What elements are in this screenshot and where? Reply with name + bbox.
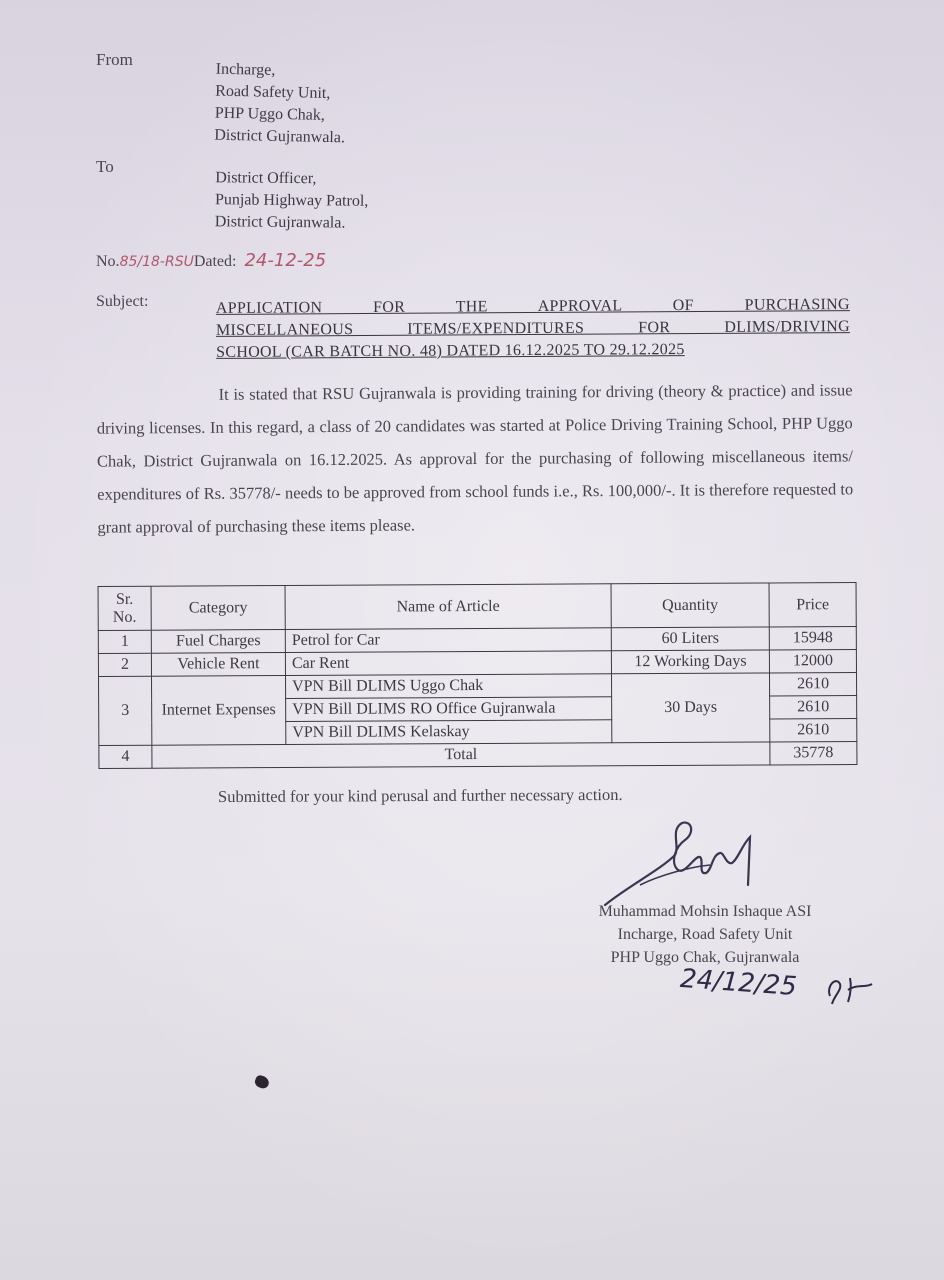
cell-sr: 3	[98, 676, 151, 745]
from-address	[214, 59, 346, 150]
to-line: District Gujranwala.	[214, 213, 346, 232]
cell-sr: 1	[98, 630, 151, 653]
cell-price: 2610	[770, 719, 857, 742]
handwritten-date: 24/12/25	[679, 963, 798, 1003]
from-line: Incharge,	[215, 60, 276, 79]
cell-category: Fuel Charges	[151, 630, 285, 654]
from-line: Road Safety Unit,	[215, 82, 331, 103]
to-label: To	[96, 157, 114, 176]
cell-quantity: 12 Working Days	[611, 650, 769, 674]
cell-category: Internet Expenses	[151, 676, 285, 746]
header-category: Category	[151, 586, 285, 631]
signature-block	[560, 900, 850, 969]
to-address	[215, 167, 369, 235]
cell-total-price: 35778	[770, 742, 857, 765]
cell-quantity: 60 Liters	[611, 627, 769, 651]
body-paragraph: It is stated that RSU Gujranwala is providing training for driving (theory & practice) and issue driving licenses. In this regard, a class of 20 candidates was started at Police Driving Training School, PHP Uggo Chak, District Gujranwala on 16.12.2025. As approval for the purchasing of following miscellaneous items/ expenditures of Rs. 35778/- needs to be approved from school funds i.e., Rs. 100,000/-. It is therefore requested to grant approval of purchasing these items please.	[96, 380, 854, 537]
handwritten-initial-mark	[822, 966, 882, 1006]
header-article: Name of Article	[285, 584, 611, 630]
from-line: District Gujranwala.	[214, 126, 346, 147]
no-label: No.	[96, 253, 120, 270]
signatory-title: Incharge, Road Safety Unit	[617, 926, 793, 943]
header-sr: Sr. No.	[98, 586, 151, 630]
signatory-place: PHP Uggo Chak, Gujranwala	[610, 949, 800, 966]
cell-price: 15948	[769, 627, 856, 650]
cell-price: 12000	[769, 650, 856, 673]
cell-price: 2610	[770, 696, 857, 719]
reference-line	[96, 250, 326, 271]
table-row	[98, 673, 856, 700]
cell-article: Car Rent	[285, 651, 611, 676]
subject-text	[216, 294, 850, 364]
cell-category: Vehicle Rent	[151, 653, 285, 677]
cell-total-label: Total	[152, 742, 770, 768]
subject-line: MISCELLANEOUS ITEMS/EXPENDITURES FOR DLIMS/DRIVING	[215, 318, 851, 339]
cell-sr: 4	[99, 745, 152, 768]
cell-sr: 2	[98, 653, 151, 676]
header-quantity: Quantity	[611, 583, 769, 628]
header-price: Price	[769, 583, 856, 627]
table-total-row	[99, 742, 857, 769]
items-table	[98, 582, 858, 769]
subject-line: SCHOOL (CAR BATCH NO. 48) DATED 16.12.2025 TO 29.12.2025	[216, 341, 685, 361]
ink-spot	[253, 1074, 270, 1090]
table-header-row	[98, 583, 856, 631]
cell-article: Petrol for Car	[285, 628, 611, 653]
to-line: Punjab Highway Patrol,	[214, 191, 369, 210]
signatory-name: Muhammad Mohsin Ishaque ASI	[598, 903, 812, 920]
cell-article: VPN Bill DLIMS RO Office Gujranwala	[286, 697, 612, 722]
from-label: From	[96, 50, 133, 69]
cell-price: 2610	[769, 673, 856, 696]
dated-label: Dated:	[193, 253, 237, 270]
to-line: District Officer,	[215, 169, 317, 188]
from-line: PHP Uggo Chak,	[214, 104, 326, 124]
subject-line: APPLICATION FOR THE APPROVAL OF PURCHASING	[215, 296, 850, 317]
subject-label: Subject:	[96, 293, 149, 310]
dated-value: 24-12-25	[244, 250, 327, 271]
closing-line: Submitted for your kind perusal and further necessary action.	[217, 784, 623, 807]
cell-article: VPN Bill DLIMS Kelaskay	[286, 720, 612, 745]
cell-quantity: 30 Days	[611, 673, 769, 743]
cell-article: VPN Bill DLIMS Uggo Chak	[285, 674, 611, 699]
no-value: 85/18-RSU	[119, 254, 194, 270]
